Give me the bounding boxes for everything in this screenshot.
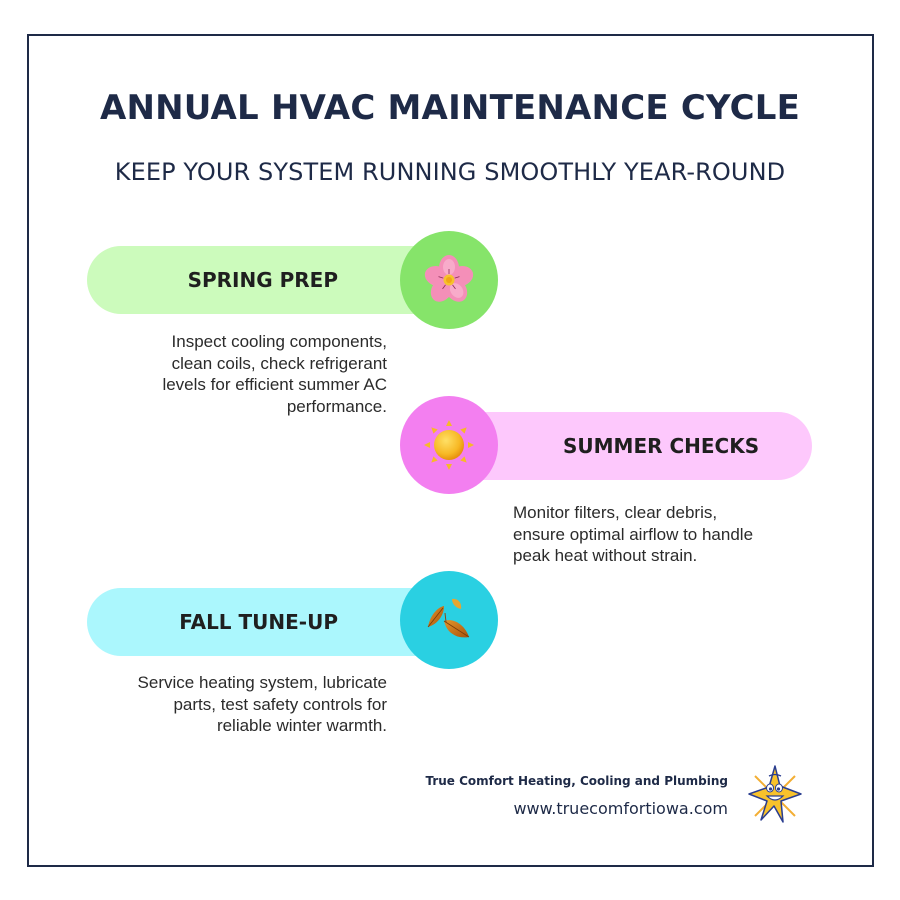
spring-prep-label: SPRING PREP xyxy=(187,268,338,292)
page-title: ANNUAL HVAC MAINTENANCE CYCLE xyxy=(99,88,801,128)
fall-icon-circle xyxy=(400,571,498,669)
page-subtitle: KEEP YOUR SYSTEM RUNNING SMOOTHLY YEAR-ROUND xyxy=(114,158,786,186)
fall-tune-up-label: FALL TUNE-UP xyxy=(179,610,338,634)
spring-prep-description: Inspect cooling components, clean coils, check refrigerant levels for efficient summer AC performance. xyxy=(162,332,387,416)
fallen-leaves-icon xyxy=(422,593,476,647)
spring-icon-circle xyxy=(400,231,498,329)
fall-tune-up-description: Service heating system, lubricate parts, test safety controls for reliable winter warmth. xyxy=(137,673,387,735)
summer-checks-label: SUMMER CHECKS xyxy=(563,434,760,458)
company-name: True Comfort Heating, Cooling and Plumbing xyxy=(425,774,728,788)
sun-icon xyxy=(423,419,475,471)
summer-icon-circle xyxy=(400,396,498,494)
website-link[interactable]: www.truecomfortiowa.com xyxy=(513,799,728,818)
summer-checks-pill xyxy=(449,412,812,480)
summer-checks-description: Monitor filters, clear debris, ensure optimal airflow to handle peak heat without strain. xyxy=(513,503,754,565)
spring-prep-pill xyxy=(87,246,449,314)
cherry-blossom-icon xyxy=(422,253,476,307)
fall-tune-up-pill xyxy=(87,588,449,656)
star-mascot-logo-icon xyxy=(745,764,805,826)
